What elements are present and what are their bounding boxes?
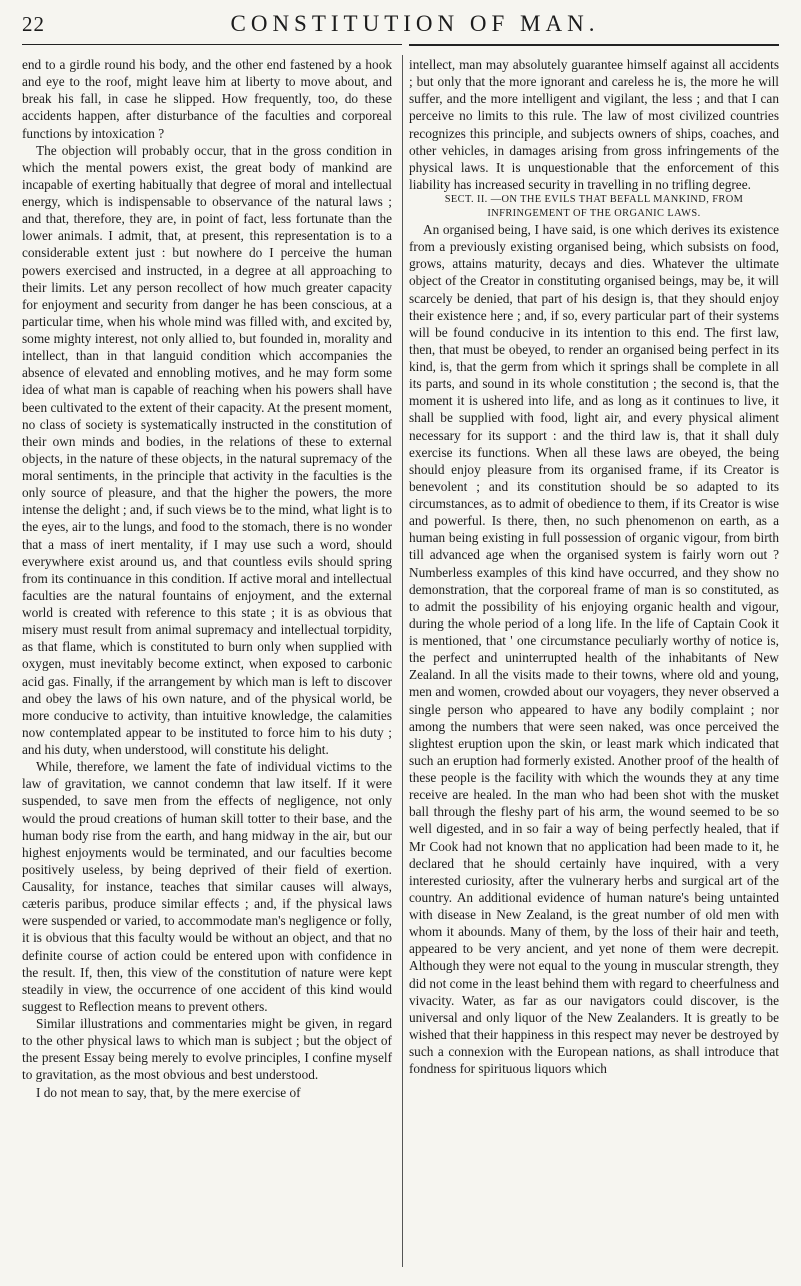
page-number: 22 [22, 12, 45, 36]
right-column [409, 56, 779, 1077]
running-title: CONSTITUTION OF MAN. [230, 11, 600, 36]
section-number: SECT. II. [444, 194, 488, 205]
column-divider [402, 55, 403, 1267]
paragraph: Similar illustrations and commentaries might be given, in regard to the other physical laws to which man is subject ; but the object of the present Essay being merely to evolve principles, I confine myself to gravitation, as the most obvious and best understood. [22, 1016, 392, 1083]
paragraph: While, therefore, we lament the fate of individual victims to the law of gravitation, we cannot condemn that law itself. If it were suspended, to save men from the effects of negligence, not only would the proud creations of human skill totter to their base, and the human body rise from the earth, and hang midway in the air, but our highest enjoyments would be terminated, and our faculties become positively useless, by being deprived of their field of exertion. Causality, for instance, teaches that similar causes will always, cæteris paribus, produce similar effects ; and, if the physical laws were suspended or varied, to accommodate man's negligence or folly, it is obvious that this faculty would be without an object, and that no definite course of action could be entered upon with confidence in the result. If, then, this view of the constitution of nature were kept steadily in view, the occurrence of one accident of this kind would suggest to Reflection means to prevent others. [22, 759, 392, 1014]
left-column [22, 56, 392, 1101]
paragraph: An organised being, I have said, is one which derives its existence from a previously existing organised being, which subsists on food, grows, attains maturity, decays and dies. Whatever the ultimate object of the Creator in constituting organised beings, may be, it will scarcely be denied, that part of his design is, that they should enjoy their existence here ; and, if so, every particular part of their systems will be found conducive in its intention to this end. The first law, then, that must be obeyed, to render an organised being perfect in its kind, is, that the germ from which it springs shall be complete in all its parts, and sound in its whole constitution ; the second is, that the moment it is ushered into life, and as long as it continues to live, it shall be supplied with food, light air, and every physical aliment necessary for its support : and the third law is, that it shall duly exercise its functions. When all these laws are obeyed, the being should enjoy pleasure from its organised frame, if its Creator is benevolent ; and its constitution should be so adapted to its circumstances, as to admit of obedience to them, if its Creator is wise and powerful. Is there, then, no such phenomenon on earth, as a human being existing in full possession of organic vigour, from birth till advanced age when the organised system is fairly worn out ? Numberless examples of this kind have occurred, and they show no demonstration, that the corporeal frame of man is so constituted, as to admit the possibility of his enjoying organic health and vigour, during the whole period of a long life. In the life of Captain Cook it is mentioned, that ' one circumstance peculiarly worthy of notice is, the perfect and uninterrupted health of the inhabitants of New Zealand. In all the visits made to their towns, where old and young, men and women, crowded about our voyagers, they never observed a single person who appeared to have any bodily complaint ; nor among the numbers that were seen naked, was once perceived the slightest eruption upon the skin, or least mark which indicated that such an eruption had formerly existed. Another proof of the health of these people is the facility with which the wounds they at any time receive are healed. In the man who had been shot with the musket ball through the fleshy part of his arm, the wound seemed to be so well digested, and in so fair a way of being perfectly healed, that if Mr Cook had not known that no application had been made to it, he declared that he should certainly have inquired, with a very interested curiosity, after the vulnerary herbs and surgical art of the country. An additional evidence of human nature's being untainted with disease in New Zealand, is the great number of old men with whom it abounds. Many of them, by the loss of their hair and teeth, appeared to be very ancient, and yet none of them were decrepit. Although they were not equal to the young in muscular strength, they did not come in the least behind them with regard to cheerfulness and vivacity. Water, as far as our navigators could discover, is the universal and only liquor of the New Zealanders. It is greatly to be wished that their happiness in this respect may never be destroyed by such a connexion with the European nations, as shall introduce that fondness for spirituous liquors which [409, 222, 779, 1077]
header-rule-right [409, 44, 779, 46]
section-heading [409, 193, 779, 221]
paragraph: I do not mean to say, that, by the mere exercise of [36, 1084, 301, 1100]
header-rule-left [22, 44, 402, 45]
page-header [0, 8, 801, 38]
paragraph: intellect, man may absolutely guarantee himself against all accidents ; but only that the more ignorant and careless he is, the more he will suffer, and the more intelligent and vigilant, the less ; and that I can perceive no limits to this rule. The law of most civilized countries recognizes this principle, and subjects owners of ships, coaches, and other vehicles, in damages arising from gross infringements of the physical laws. It is unquestionable that the enforcement of this liability has increased security in travelling in no trifling degree. [409, 57, 779, 192]
paragraph: end to a girdle round his body, and the other end fastened by a hook and eye to the roof, might leave him at liberty to move about, and break his fall, in case he slipped. How frequently, too, do these accidents happen, after disturbance of the faculties and corporeal functions by intoxication ? [22, 57, 392, 141]
section-title: —ON THE EVILS THAT BEFALL MANKIND, FROM INFRINGEMENT OF THE ORGANIC LAWS. [487, 194, 744, 219]
paragraph: The objection will probably occur, that in the gross condition in which the mental powers exist, the great body of mankind are incapable of exerting habitually that degree of moral and intellectual energy, which is indispensable to observance of the natural laws ; and that, therefore, they are, in point of fact, less fortunate than the lower animals. I admit, that, at present, this representation is to a considerable extent just : but nowhere do I perceive the human powers exercised and instructed, in a degree at all approaching to their limits. Let any person recollect of how much greater capacity for enjoyment and security from danger he has been conscious, at a particular time, when his whole mind was filled with, and excited by, some mighty interest, not only allied to, but founded in, morality and intellect, than in that languid condition which accompanies the absence of elevated and ennobling motives, and he may form some idea of what man is capable of reaching when his powers shall have been cultivated to the extent of their capacity. At the present moment, no class of society is systematically instructed in the constitution of their own minds and bodies, in the relations of these to external objects, in the nature of these objects, in the natural supremacy of the moral sentiments, in the principle that activity in the faculties is the only source of pleasure, and that the higher the powers, the more intense the delight ; and, if such views be to the mind, what light is to the eyes, air to the lungs, and food to the stomach, there is no wonder that a mass of inert mentality, if I may use such a word, should everywhere exist around us, and that countless evils should spring from its continuance in this condition. If active moral and intellectual faculties are the natural fountains of enjoyment, and the external world is created with reference to this state ; it is as obvious that misery must result from animal supremacy and intellectual torpidity, as that flame, which is constituted to burn only when supplied with oxygen, must inevitably become extinct, when exposed to carbonic acid gas. Finally, if the arrangement by which man is left to discover and obey the laws of his own nature, and of the physical world, be more conducive to activity, than intuitive knowledge, the calamities now contemplated appear to be instituted to force him to his duty ; and his duty, when understood, will constitute his delight. [22, 142, 392, 757]
